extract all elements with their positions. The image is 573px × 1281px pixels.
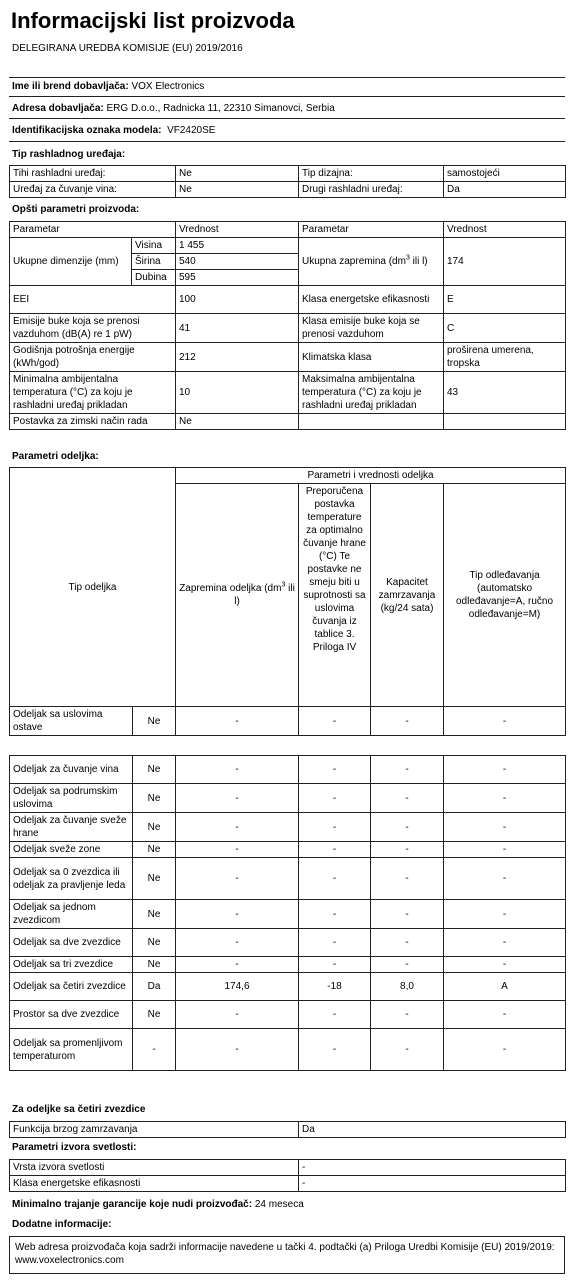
general-param-value: 10 (176, 372, 299, 414)
four-star-header: Za odeljke sa četiri zvezdice (12, 1104, 146, 1115)
general-param-value: Ne (176, 414, 299, 430)
general-param-value: 100 (176, 286, 299, 314)
compartment-name: Odeljak sa promenljivom temperaturom (10, 1029, 133, 1071)
extra-info-box (9, 1236, 565, 1274)
compartment-volume-header: Zapremina odeljka ($dm^3$ ili l) (176, 484, 299, 707)
compartment-capacity: - (371, 929, 444, 957)
compartment-name: Odeljak sa jednom zvezdicom (10, 900, 133, 929)
supplier-label: Ime ili brend dobavljača: (12, 81, 129, 92)
general-param-label: Emisije buke koja se prenosi vazduhom (dB(A) re 1 pW) (10, 314, 176, 343)
type-param-label: Tihi rashladni uređaj: (10, 166, 176, 182)
general-param-label-2: Klasa emisije buke koja se prenosi vazduhom (299, 314, 444, 343)
type-param-label-2: Tip dizajna: (299, 166, 444, 182)
model-label: Identifikacijska oznaka modela: (12, 125, 162, 136)
general-param-value-2: 43 (444, 372, 566, 414)
dimensions-label: Ukupne dimenzije (mm) (10, 238, 132, 286)
compartment-present: Ne (133, 900, 176, 929)
compartment-temp: - (299, 957, 371, 973)
type-row (10, 182, 566, 198)
compartment-row (10, 784, 566, 813)
compartment-capacity: - (371, 957, 444, 973)
compartment-capacity: - (371, 784, 444, 813)
compartment-defrost: - (444, 1029, 566, 1071)
compartment-name: Odeljak sa tri zvezdice (10, 957, 133, 973)
compartment-temp: - (299, 1029, 371, 1071)
compartment-defrost: - (444, 1001, 566, 1029)
light-row (10, 1160, 566, 1176)
compartment-defrost: - (444, 858, 566, 900)
general-param-label-2: Klasa energetske efikasnosti (299, 286, 444, 314)
compartment-temp: - (299, 929, 371, 957)
compartment-defrost: - (444, 813, 566, 842)
supplier-value: VOX Electronics (131, 81, 205, 92)
compartment-present: Ne (133, 784, 176, 813)
type-row (10, 166, 566, 182)
compartment-temp: -18 (299, 973, 371, 1001)
model-row (12, 124, 215, 137)
general-param-value-2: proširena umerena, tropska (444, 343, 566, 372)
compartment-present: Ne (133, 858, 176, 900)
compartment-defrost: - (444, 707, 566, 736)
compartment-volume: - (176, 842, 299, 858)
general-param-label: EEI (10, 286, 176, 314)
page-title: Informacijski list proizvoda (11, 8, 295, 33)
compartment-row (10, 858, 566, 900)
light-param-value: - (299, 1176, 566, 1192)
compartment-volume: - (176, 813, 299, 842)
compartment-row (10, 756, 566, 784)
compartments-table (9, 755, 566, 1071)
general-param-label-2: Maksimalna ambijentalna temperatura (°C) za koju je rashladni uređaj prikladan (299, 372, 444, 414)
address-label: Adresa dobavljača: (12, 103, 104, 114)
warranty-row (12, 1198, 304, 1211)
compartment-present: Da (133, 973, 176, 1001)
general-row (10, 372, 566, 414)
compartment-row (10, 973, 566, 1001)
compartment-present: Ne (133, 842, 176, 858)
type-param-value: Ne (176, 166, 299, 182)
general-param-label: Postavka za zimski način rada (10, 414, 176, 430)
compartment-defrost: - (444, 784, 566, 813)
compartment-volume: - (176, 756, 299, 784)
compartment-temp: - (299, 1001, 371, 1029)
compartment-temp-header: Preporučena postavka temperature za optimalno čuvanje hrane (°C) Te postavke ne smeju biti u suprotnosti sa uslovima čuvanja iz tablice 3. Priloga IV (299, 484, 371, 707)
regulation-subtitle: DELEGIRANA UREDBA KOMISIJE (EU) 2019/2016 (12, 43, 243, 54)
dim-height-value: 1 455 (176, 238, 299, 254)
general-param-value-2 (444, 414, 566, 430)
general-section-header: Opšti parametri proizvoda: (12, 204, 140, 215)
supplier-row (12, 80, 204, 93)
light-row (10, 1176, 566, 1192)
type-param-value-2: samostojeći (444, 166, 566, 182)
compartment-volume: 174,6 (176, 973, 299, 1001)
extra-info-text: Web adresa proizvođača koja sadrži informacije navedene u tački 4. podtački (a) Priloga Uredbi Komisije (EU) 2019/2019: www.voxelectronics.com (15, 1242, 555, 1266)
compartment-defrost: - (444, 756, 566, 784)
dim-width-value: 540 (176, 254, 299, 270)
dim-height-label: Visina (132, 238, 176, 254)
general-row (10, 414, 566, 430)
volume-label: Ukupna zapremina ($dm^3$ ili l) (299, 238, 444, 286)
compartment-volume: - (176, 784, 299, 813)
four-star-table (9, 1121, 566, 1138)
general-table (9, 221, 566, 430)
compartment-row (10, 1029, 566, 1071)
compartment-capacity: - (371, 756, 444, 784)
compartments-header-table (9, 467, 566, 736)
compartment-temp: - (299, 707, 371, 736)
compartment-defrost: - (444, 929, 566, 957)
compartment-defrost: - (444, 957, 566, 973)
compartment-volume: - (176, 1001, 299, 1029)
compartment-capacity: - (371, 1001, 444, 1029)
general-row (10, 343, 566, 372)
compartment-row (10, 813, 566, 842)
general-param-value: 212 (176, 343, 299, 372)
compartment-defrost: A (444, 973, 566, 1001)
light-param-label: Klasa energetske efikasnosti (10, 1176, 299, 1192)
compartment-capacity: - (371, 813, 444, 842)
compartment-temp: - (299, 858, 371, 900)
compartment-name: Odeljak sveže zone (10, 842, 133, 858)
compartment-name: Odeljak sa četiri zvezdice (10, 973, 133, 1001)
compartment-capacity: - (371, 1029, 444, 1071)
dim-depth-label: Dubina (132, 270, 176, 286)
compartment-temp: - (299, 842, 371, 858)
compartment-group-header: Parametri i vrednosti odeljka (176, 468, 566, 484)
general-param-label: Godišnja potrošnja energije (kWh/god) (10, 343, 176, 372)
compartment-type-header: Tip odeljka (10, 468, 176, 707)
compartment-volume: - (176, 957, 299, 973)
compartment-name: Prostor sa dve zvezdice (10, 1001, 133, 1029)
address-row (12, 102, 335, 115)
light-section-header: Parametri izvora svetlosti: (12, 1142, 137, 1153)
compartment-row (10, 842, 566, 858)
general-col-param-2: Parametar (299, 222, 444, 238)
fast-freeze-value: Da (299, 1122, 566, 1138)
volume-value: 174 (444, 238, 566, 286)
general-param-value-2: E (444, 286, 566, 314)
compartment-present: Ne (133, 813, 176, 842)
type-param-value-2: Da (444, 182, 566, 198)
compartment-present: Ne (133, 929, 176, 957)
light-table (9, 1159, 566, 1192)
general-col-value-2: Vrednost (444, 222, 566, 238)
compartment-row (10, 957, 566, 973)
type-param-label: Uređaj za čuvanje vina: (10, 182, 176, 198)
compartment-row (10, 1001, 566, 1029)
general-row (10, 314, 566, 343)
general-col-value: Vrednost (176, 222, 299, 238)
general-col-param: Parametar (10, 222, 176, 238)
compartment-volume: - (176, 1029, 299, 1071)
compartment-defrost-header: Tip odleđavanja (automatsko odleđavanje=A, ručno odleđavanje=M) (444, 484, 566, 707)
extra-section-header: Dodatne informacije: (12, 1219, 112, 1230)
compartment-defrost: - (444, 900, 566, 929)
compartment-present: Ne (133, 756, 176, 784)
compartment-capacity: - (371, 858, 444, 900)
fast-freeze-label: Funkcija brzog zamrzavanja (10, 1122, 299, 1138)
compartment-name: Odeljak sa 0 zvezdica ili odeljak za pravljenje leda (10, 858, 133, 900)
compartment-capacity-header: Kapacitet zamrzavanja (kg/24 sata) (371, 484, 444, 707)
compartment-volume: - (176, 900, 299, 929)
warranty-value: 24 meseca (254, 1199, 304, 1210)
compartment-present: Ne (133, 957, 176, 973)
compartment-present: - (133, 1029, 176, 1071)
compartment-defrost: - (444, 842, 566, 858)
compartment-temp: - (299, 900, 371, 929)
compartment-name: Odeljak za čuvanje vina (10, 756, 133, 784)
compartment-name: Odeljak sa uslovima ostave (10, 707, 133, 736)
compartment-volume: - (176, 929, 299, 957)
compartment-name: Odeljak za čuvanje sveže hrane (10, 813, 133, 842)
dim-depth-value: 595 (176, 270, 299, 286)
general-param-label: Minimalna ambijentalna temperatura (°C) za koju je rashladni uređaj prikladan (10, 372, 176, 414)
light-param-label: Vrsta izvora svetlosti (10, 1160, 299, 1176)
light-param-value: - (299, 1160, 566, 1176)
general-param-value: 41 (176, 314, 299, 343)
warranty-label: Minimalno trajanje garancije koje nudi proizvođač: (12, 1199, 253, 1210)
general-param-label-2 (299, 414, 444, 430)
compartment-name: Odeljak sa dve zvezdice (10, 929, 133, 957)
compartment-capacity: 8,0 (371, 973, 444, 1001)
dim-width-label: Širina (132, 254, 176, 270)
compartment-name: Odeljak sa podrumskim uslovima (10, 784, 133, 813)
compartment-capacity: - (371, 842, 444, 858)
compartment-present: Ne (133, 707, 176, 736)
compartment-temp: - (299, 784, 371, 813)
compartment-present: Ne (133, 1001, 176, 1029)
compartment-capacity: - (371, 707, 444, 736)
supplier-block (9, 77, 565, 142)
model-value: VF2420SE (167, 125, 216, 136)
general-param-label-2: Klimatska klasa (299, 343, 444, 372)
type-param-label-2: Drugi rashladni uređaj: (299, 182, 444, 198)
compartment-capacity: - (371, 900, 444, 929)
compartment-row (10, 929, 566, 957)
general-param-value-2: C (444, 314, 566, 343)
address-value: ERG D.o.o., Radnicka 11, 22310 Simanovci, Serbia (106, 103, 335, 114)
compartment-row (10, 707, 566, 736)
general-row (10, 286, 566, 314)
type-table (9, 165, 566, 198)
compartment-volume: - (176, 858, 299, 900)
compartment-temp: - (299, 756, 371, 784)
type-section-header: Tip rashladnog uređaja: (12, 149, 126, 160)
compartments-section-header: Parametri odeljka: (12, 451, 99, 462)
type-param-value: Ne (176, 182, 299, 198)
compartment-row (10, 900, 566, 929)
compartment-temp: - (299, 813, 371, 842)
compartment-volume: - (176, 707, 299, 736)
